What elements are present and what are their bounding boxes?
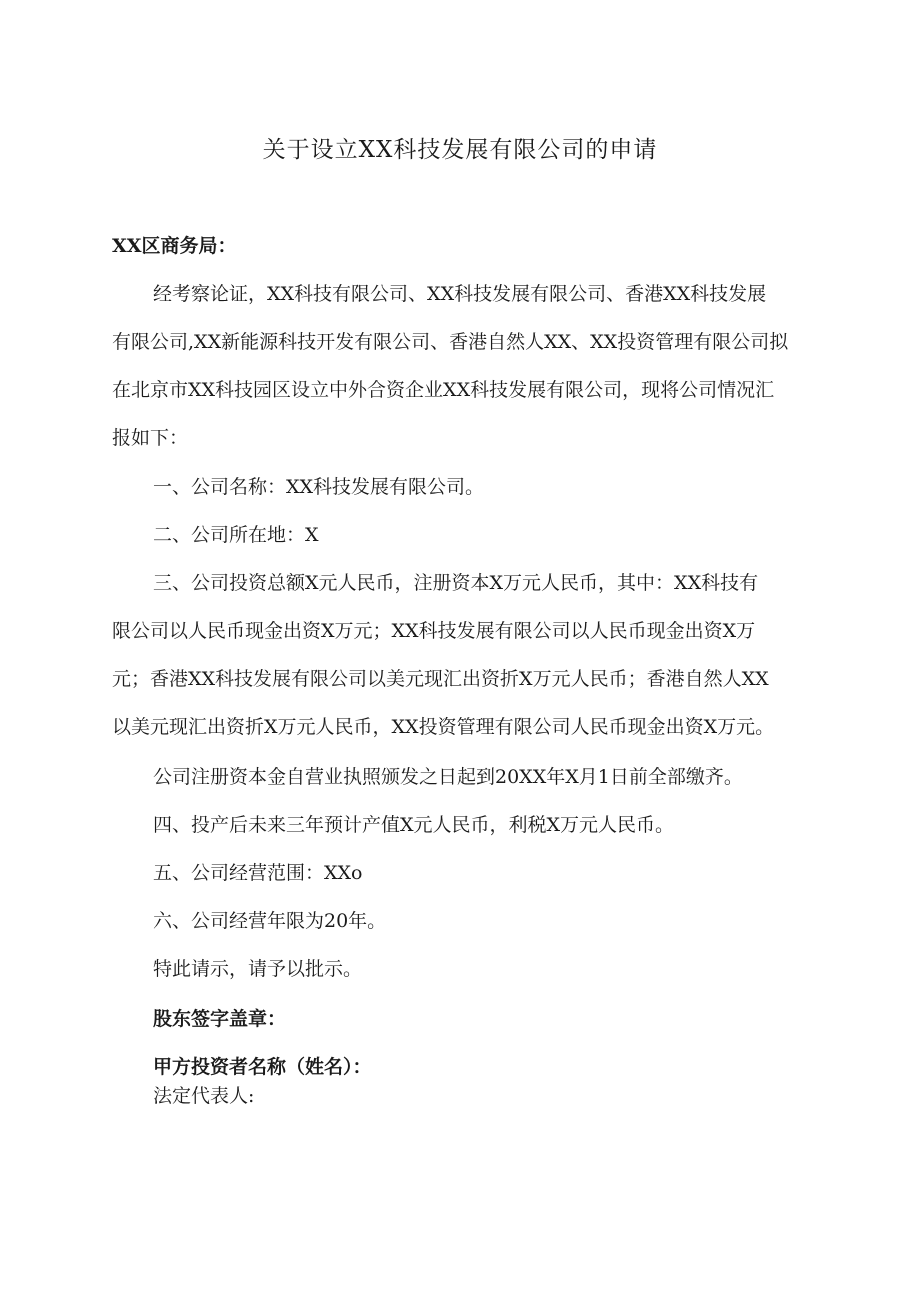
- item-investment-line-4: 以美元现汇出资折X万元人民币，XX投资管理有限公司人民币现金出资X万元。: [112, 716, 775, 738]
- request-approval: 特此请示，请予以批示。: [153, 958, 363, 980]
- intro-line-3: 在北京市XX科技园区设立中外合资企业XX科技发展有限公司，现将公司情况汇: [112, 379, 775, 401]
- document-title: 关于设立XX科技发展有限公司的申请: [262, 137, 658, 163]
- intro-line-2: 有限公司,XX新能源科技开发有限公司、香港自然人XX、XX投资管理有限公司拟: [112, 331, 789, 353]
- item-operation-term: 六、公司经营年限为20年。: [153, 910, 387, 932]
- item-company-location: 二、公司所在地：X: [153, 524, 319, 546]
- item-business-scope: 五、公司经营范围：XXo: [153, 862, 363, 884]
- addressee: XX区商务局：: [112, 235, 237, 257]
- item-investment-line-3: 元；香港XX科技发展有限公司以美元现汇出资折X万元人民币；香港自然人XX: [112, 668, 769, 690]
- party-a-name: 甲方投资者名称（姓名）：: [153, 1056, 372, 1078]
- intro-line-1: 经考察论证，XX科技有限公司、XX科技发展有限公司、香港XX科技发展: [153, 283, 767, 305]
- item-projected-output: 四、投产后未来三年预计产值X元人民币，利税X万元人民币。: [153, 814, 675, 836]
- signature-heading: 股东签字盖章：: [153, 1008, 287, 1030]
- item-company-name: 一、公司名称：XX科技发展有限公司。: [153, 476, 485, 498]
- item-investment-line-1: 三、公司投资总额X元人民币，注册资本X万元人民币，其中：XX科技有: [153, 572, 759, 594]
- item-investment-line-2: 限公司以人民币现金出资X万元；XX科技发展有限公司以人民币现金出资X万: [112, 620, 756, 642]
- intro-line-4: 报如下：: [112, 427, 189, 449]
- legal-representative: 法定代表人:: [153, 1085, 255, 1107]
- capital-deadline: 公司注册资本金自营业执照颁发之日起到20XX年X月1日前全部缴齐。: [153, 766, 743, 788]
